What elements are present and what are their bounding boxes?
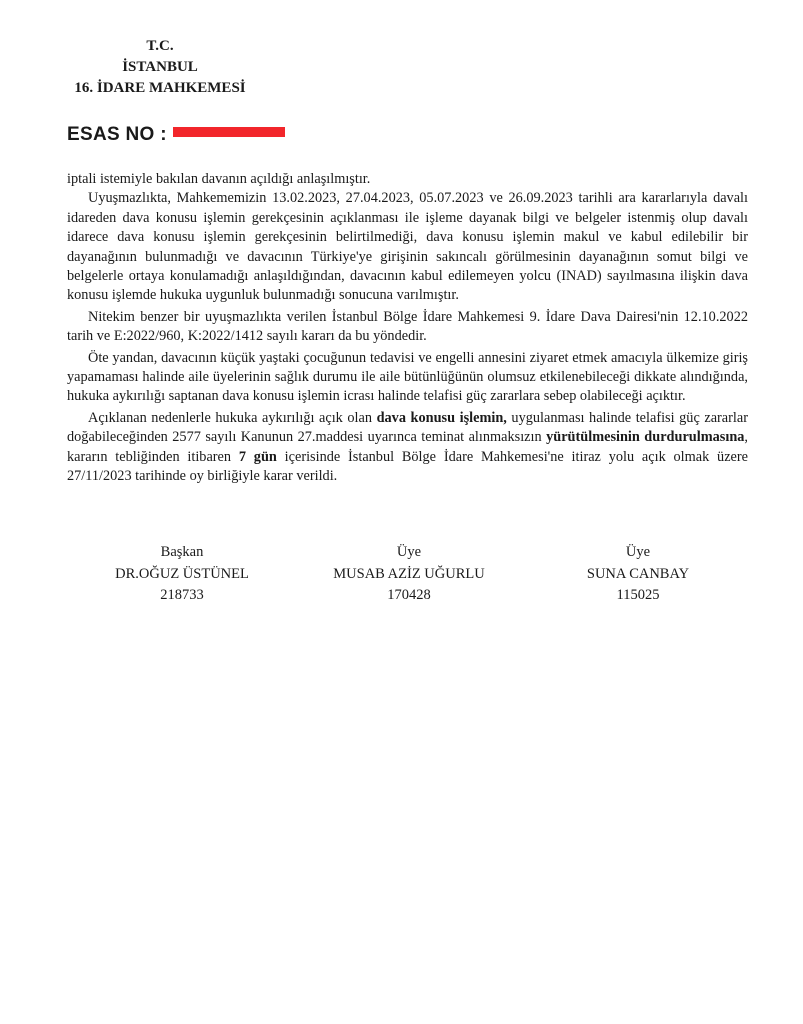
redaction-bar <box>173 127 285 137</box>
signer-number: 170428 <box>387 587 431 603</box>
p4-text-g: içerisinde İstanbul Bölge İdare Mahkemesi'ne itiraz yolu açık olmak üzere 27/11/2023 tarihinde oy birliğiyle karar verildi. <box>67 448 748 485</box>
signer-role: Başkan <box>160 544 204 560</box>
p4-text-e: , kararın tebliğinden itibaren <box>67 429 748 465</box>
p4-bold-subject: dava konusu işlemin, <box>376 409 507 426</box>
header-line-tc: T.C. <box>146 38 174 54</box>
signer-name: DR.OĞUZ ÜSTÜNEL <box>115 565 249 582</box>
paragraph-1: Uyuşmazlıkta, Mahkememizin 13.02.2023, 27.04.2023, 05.07.2023 ve 26.09.2023 tarihli ara kararlarıyla davalı idareden dava konusu işlemin gerekçesinin açıklanması ile işleme dayanak bilgi ve belgeler istenmiş olup davalı idarece dava konusu işlemin gerekçesinin belirtilmediği, dava konusu işlemin makul ve kabul edilebilir bir dayanağının bulunmadığı ve davacının Türkiye'ye girişinin sakıncalı görülmesinin dayanağının somut bilgi ve belgelerle ortaya konulamadığı anlaşıldığından, davacının kabul edilemeyen yolcu (INAD) sayılmasına ilişkin dava konusu işlemde hukuka uygunluk bulunmadığı sonucuna varılmıştır. <box>67 190 748 304</box>
signature-block <box>0 542 803 612</box>
signer-member-2 <box>528 542 748 607</box>
decision-body <box>67 170 748 487</box>
case-number-row <box>67 124 285 146</box>
p4-text-a: Açıklanan nedenlerle hukuka aykırılığı açık olan <box>88 409 377 426</box>
signer-number: 218733 <box>160 587 204 603</box>
signer-president <box>72 542 292 607</box>
p4-bold-stay: yürütülmesinin durdurulmasına <box>546 429 745 446</box>
signer-role: Üye <box>625 544 651 560</box>
signer-name: SUNA CANBAY <box>586 565 690 582</box>
signer-member-1 <box>299 542 519 607</box>
p4-text-c: uygulanması halinde telafisi güç zararlar doğabileceğinden 2577 sayılı Kanunun 27.maddesi uyarınca teminat alınmaksızın <box>67 409 748 446</box>
paragraph-2: Nitekim benzer bir uyuşmazlıkta verilen İstanbul Bölge İdare Mahkemesi 9. İdare Dava Dairesi'nin 12.10.2022 tarih ve E:2022/960, K:2022/1412 sayılı kararı da bu yöndedir. <box>67 308 748 345</box>
p4-bold-days: 7 gün <box>238 448 277 465</box>
paragraph-4 <box>67 409 748 487</box>
paragraph-0: iptali istemiyle bakılan davanın açıldığı anlaşılmıştır. <box>67 171 371 187</box>
header-line-city: İSTANBUL <box>122 59 198 75</box>
signer-name: MUSAB AZİZ UĞURLU <box>333 565 485 582</box>
header-line-court: 16. İDARE MAHKEMESİ <box>74 80 246 96</box>
paragraph-3: Öte yandan, davacının küçük yaştaki çocuğunun tedavisi ve engelli annesini ziyaret etmek amacıyla ülkemize giriş yapamaması halinde aile üyelerinin sağlık durumu ile aile bütünlüğünün olumsuz etkilenebileceği dikkate alındığında, hukuka aykırılığı saptanan dava konusu işlemin icrası halinde telafisi güç zararlara sebep olabileceği açıktır. <box>67 349 748 405</box>
signer-role: Üye <box>396 544 422 560</box>
court-header <box>0 36 320 99</box>
signer-number: 115025 <box>616 587 660 603</box>
case-number-label: ESAS NO : <box>67 124 167 145</box>
